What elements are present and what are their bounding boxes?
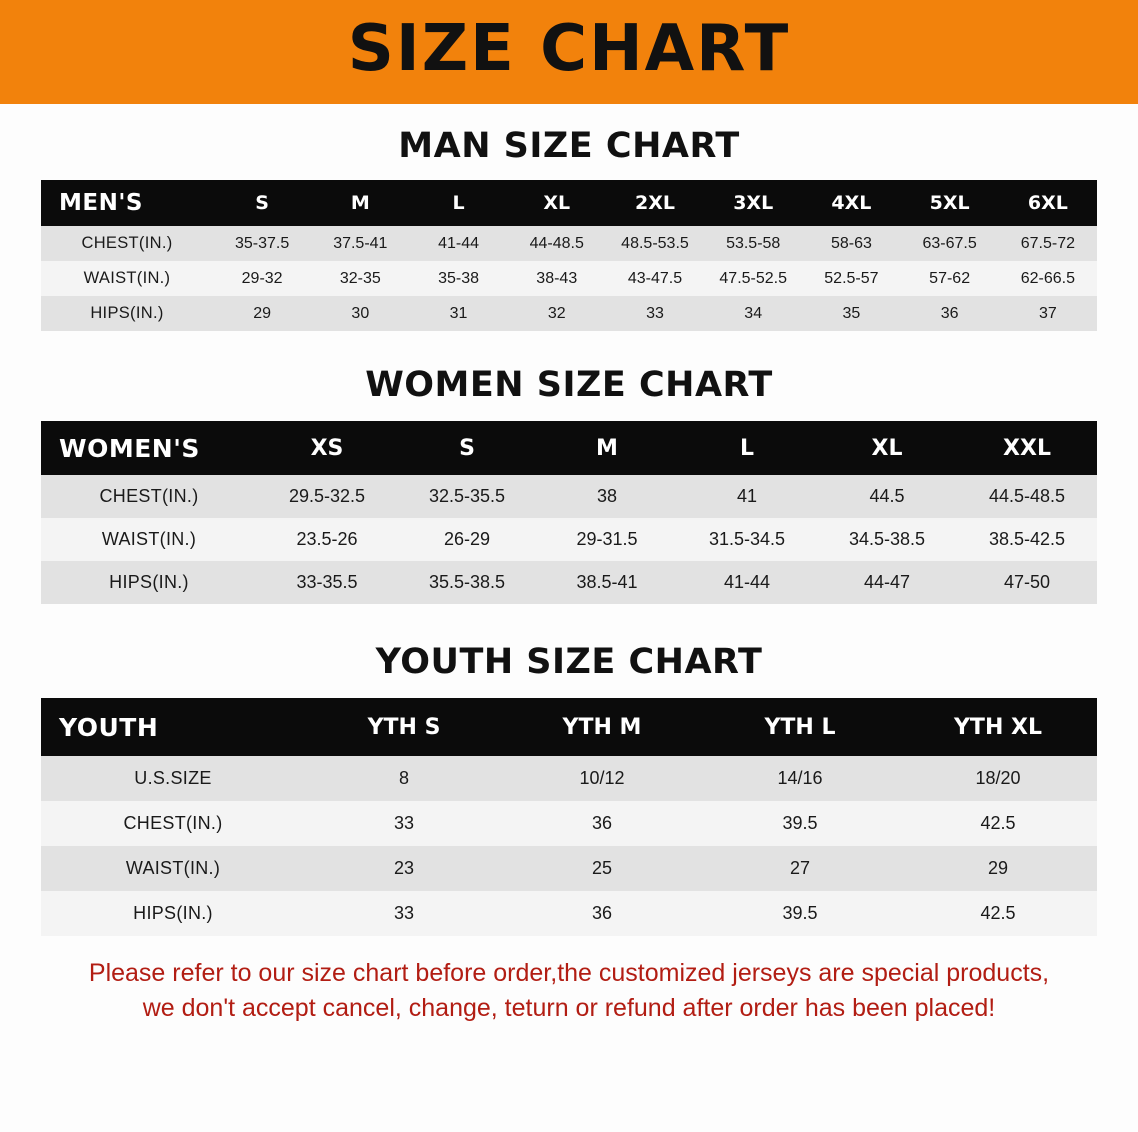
row-label: U.S.SIZE [41, 756, 305, 801]
women-corner-label: WOMEN'S [41, 421, 257, 475]
women-size-header: XS [257, 421, 397, 475]
cell: 38-43 [508, 261, 606, 296]
man-size-table [41, 180, 1097, 331]
man-size-header: XL [508, 180, 606, 226]
women-size-table [41, 421, 1097, 604]
cell: 43-47.5 [606, 261, 704, 296]
cell: 30 [311, 296, 409, 331]
disclaimer-line-2: we don't accept cancel, change, teturn or refund after order has been placed! [142, 993, 996, 1022]
cell: 32.5-35.5 [397, 475, 537, 518]
cell: 33 [305, 801, 503, 846]
man-size-header: 3XL [704, 180, 802, 226]
row-label: WAIST(IN.) [41, 261, 213, 296]
cell: 23 [305, 846, 503, 891]
table-row [41, 801, 1097, 846]
row-label: CHEST(IN.) [41, 475, 257, 518]
row-label: HIPS(IN.) [41, 891, 305, 936]
cell: 39.5 [701, 891, 899, 936]
cell: 18/20 [899, 756, 1097, 801]
cell: 36 [503, 891, 701, 936]
cell: 38.5-42.5 [957, 518, 1097, 561]
cell: 29-31.5 [537, 518, 677, 561]
table-row [41, 561, 1097, 604]
cell: 42.5 [899, 801, 1097, 846]
row-label: WAIST(IN.) [41, 846, 305, 891]
man-size-header: S [213, 180, 311, 226]
women-size-header: L [677, 421, 817, 475]
table-header-row [41, 180, 1097, 226]
cell: 27 [701, 846, 899, 891]
cell: 33 [606, 296, 704, 331]
cell: 67.5-72 [999, 226, 1097, 261]
page-banner [0, 0, 1138, 104]
cell: 32-35 [311, 261, 409, 296]
cell: 53.5-58 [704, 226, 802, 261]
cell: 39.5 [701, 801, 899, 846]
man-size-header: 6XL [999, 180, 1097, 226]
cell: 41 [677, 475, 817, 518]
cell: 44-48.5 [508, 226, 606, 261]
cell: 52.5-57 [802, 261, 900, 296]
cell: 32 [508, 296, 606, 331]
cell: 36 [503, 801, 701, 846]
cell: 47-50 [957, 561, 1097, 604]
cell: 47.5-52.5 [704, 261, 802, 296]
women-size-header: M [537, 421, 677, 475]
table-row [41, 846, 1097, 891]
cell: 29 [899, 846, 1097, 891]
table-row [41, 296, 1097, 331]
cell: 26-29 [397, 518, 537, 561]
women-size-header: S [397, 421, 537, 475]
man-corner-label: MEN'S [41, 180, 213, 226]
row-label: HIPS(IN.) [41, 561, 257, 604]
youth-size-header: YTH S [305, 698, 503, 756]
women-size-header: XL [817, 421, 957, 475]
cell: 23.5-26 [257, 518, 397, 561]
cell: 29 [213, 296, 311, 331]
cell: 48.5-53.5 [606, 226, 704, 261]
row-label: CHEST(IN.) [41, 226, 213, 261]
table-header-row [41, 421, 1097, 475]
cell: 62-66.5 [999, 261, 1097, 296]
cell: 41-44 [409, 226, 507, 261]
row-label: WAIST(IN.) [41, 518, 257, 561]
cell: 35.5-38.5 [397, 561, 537, 604]
youth-corner-label: YOUTH [41, 698, 305, 756]
cell: 58-63 [802, 226, 900, 261]
cell: 33-35.5 [257, 561, 397, 604]
youth-size-header: YTH L [701, 698, 899, 756]
cell: 29.5-32.5 [257, 475, 397, 518]
man-size-header: L [409, 180, 507, 226]
cell: 63-67.5 [901, 226, 999, 261]
cell: 42.5 [899, 891, 1097, 936]
row-label: HIPS(IN.) [41, 296, 213, 331]
table-row [41, 518, 1097, 561]
cell: 25 [503, 846, 701, 891]
disclaimer-note [40, 956, 1098, 1025]
disclaimer-line-1: Please refer to our size chart before order,the customized jerseys are special products, [88, 959, 1050, 987]
youth-section-heading: YOUTH SIZE CHART [375, 642, 763, 682]
cell: 8 [305, 756, 503, 801]
man-size-header: 2XL [606, 180, 704, 226]
cell: 37 [999, 296, 1097, 331]
man-section-heading: MAN SIZE CHART [398, 126, 740, 166]
youth-size-header: YTH M [503, 698, 701, 756]
cell: 57-62 [901, 261, 999, 296]
cell: 34 [704, 296, 802, 331]
cell: 31 [409, 296, 507, 331]
cell: 44.5 [817, 475, 957, 518]
cell: 29-32 [213, 261, 311, 296]
page-title: SIZE CHART [347, 12, 791, 86]
cell: 35 [802, 296, 900, 331]
cell: 10/12 [503, 756, 701, 801]
cell: 38 [537, 475, 677, 518]
table-row [41, 261, 1097, 296]
man-size-header: 5XL [901, 180, 999, 226]
cell: 41-44 [677, 561, 817, 604]
table-row [41, 226, 1097, 261]
cell: 35-38 [409, 261, 507, 296]
man-size-header: 4XL [802, 180, 900, 226]
cell: 37.5-41 [311, 226, 409, 261]
table-row [41, 475, 1097, 518]
cell: 38.5-41 [537, 561, 677, 604]
table-row [41, 891, 1097, 936]
youth-size-table [41, 698, 1097, 936]
man-size-header: M [311, 180, 409, 226]
cell: 33 [305, 891, 503, 936]
women-size-header: XXL [957, 421, 1097, 475]
cell: 36 [901, 296, 999, 331]
cell: 35-37.5 [213, 226, 311, 261]
youth-size-header: YTH XL [899, 698, 1097, 756]
women-section-heading: WOMEN SIZE CHART [365, 365, 773, 405]
cell: 14/16 [701, 756, 899, 801]
cell: 44.5-48.5 [957, 475, 1097, 518]
table-row [41, 756, 1097, 801]
cell: 44-47 [817, 561, 957, 604]
cell: 34.5-38.5 [817, 518, 957, 561]
table-header-row [41, 698, 1097, 756]
cell: 31.5-34.5 [677, 518, 817, 561]
row-label: CHEST(IN.) [41, 801, 305, 846]
